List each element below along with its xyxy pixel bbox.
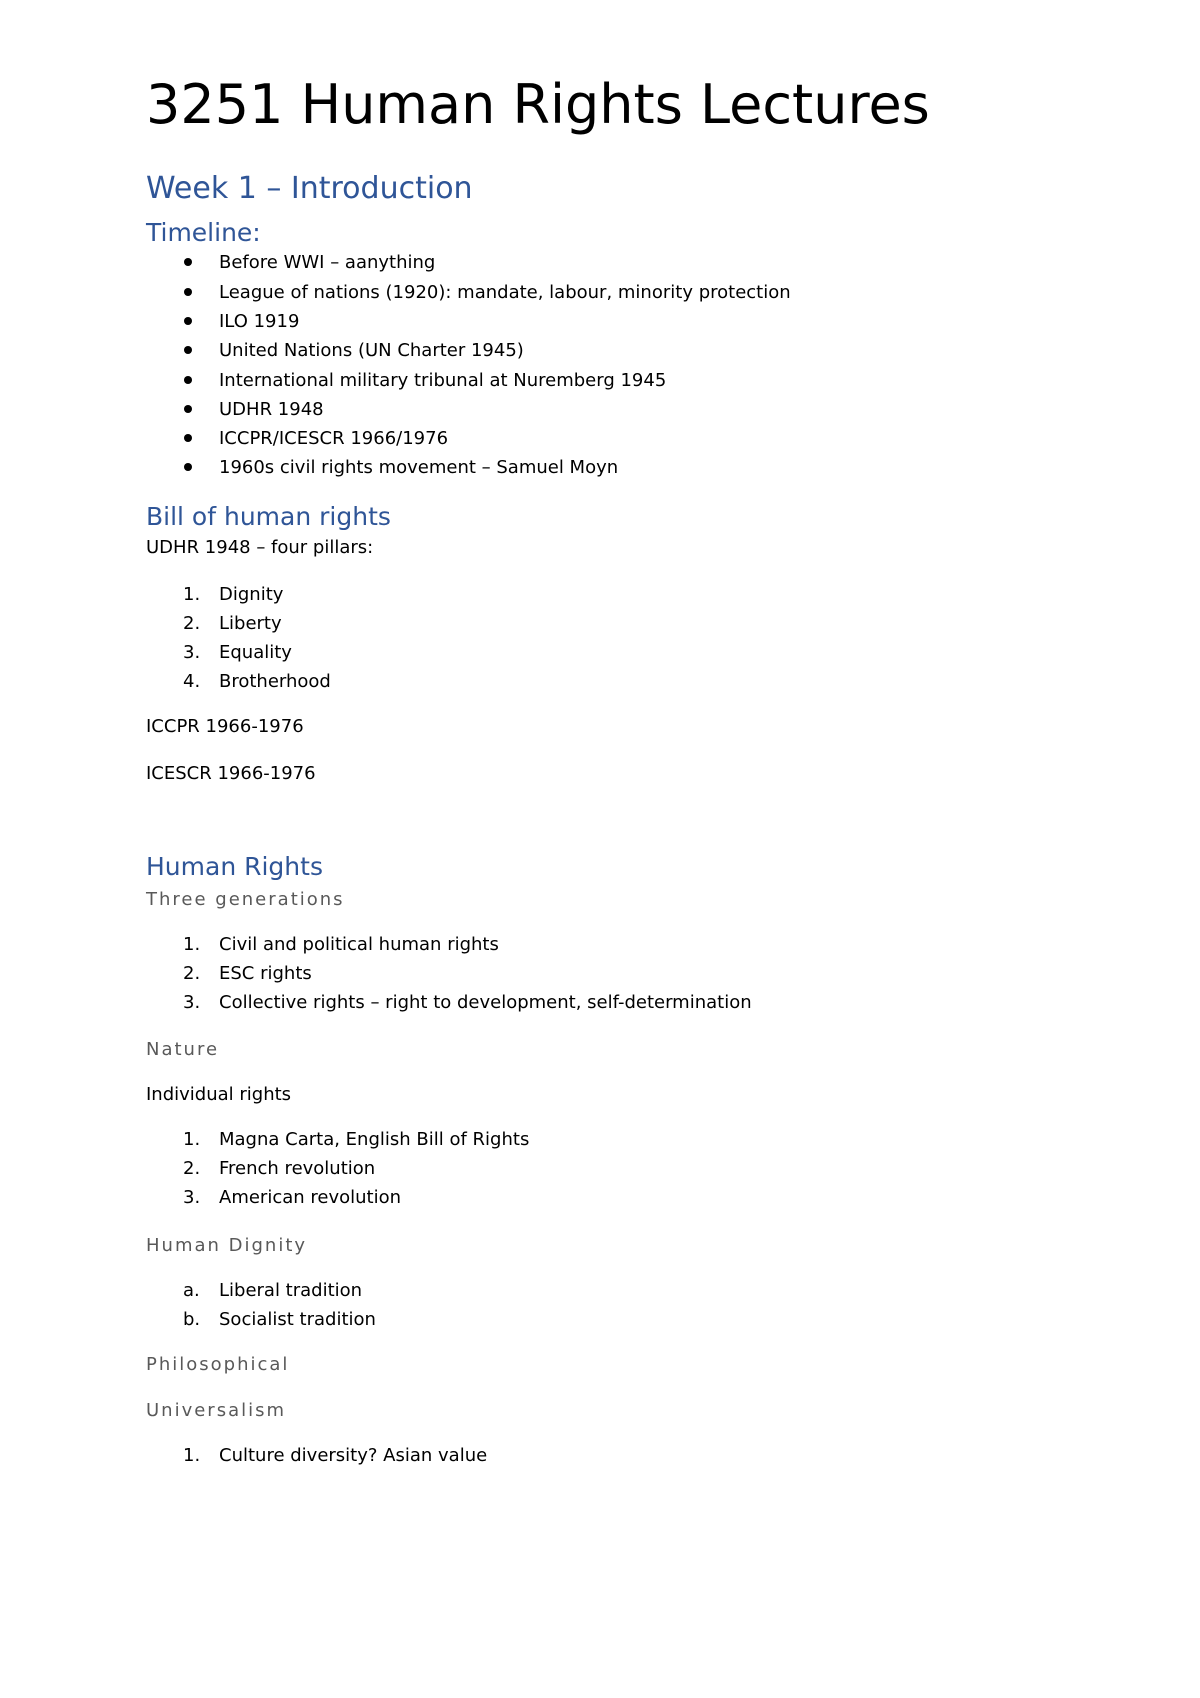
bullet-icon	[184, 346, 192, 354]
document-page: 3251 Human Rights Lectures Week 1 – Introduction Timeline: Before WWI – aanything League of nations (1920): mandate, labour, minority protection ILO 1919 United Nations (UN Charter 1945) International military tribunal at Nuremberg 1945 UDHR 1948 ICCPR/ICESCR 1966/1976 1960s civil rights movement – Samuel Moyn Bill of human rights UDHR 1948 – four pillars: 1. Dignity 2. Liberty 3. Equality 4. Brotherhood ICCPR 1966-1976 ICESCR 1966-1976 Human Rights Three generations 1. Civil and political human rights 2. ESC rights 3. Collective rights – right to development, self-determination Nature Individual rights 1. Magna Carta, English Bill of Rights 2. French revolution 3. American revolution Human Dignity a. Liberal tradition b. Socialist tradition Philosophical Universalism 1. Culture diversity? Asian value	[146, 73, 930, 1466]
bullet-icon	[184, 258, 192, 266]
dignity-subheading: Human Dignity	[146, 1235, 308, 1256]
bill-heading: Bill of human rights	[146, 502, 391, 531]
bullet-icon	[184, 376, 192, 384]
bullet-icon	[184, 405, 192, 413]
generations-subheading: Three generations	[146, 889, 345, 910]
week1-heading: Week 1 – Introduction	[146, 171, 473, 206]
bullet-icon	[184, 288, 192, 296]
bullet-icon	[184, 317, 192, 325]
universalism-subheading: Universalism	[146, 1400, 287, 1421]
bullet-icon	[184, 463, 192, 471]
philosophical-subheading: Philosophical	[146, 1354, 290, 1375]
iccpr-line: ICCPR 1966-1976	[146, 716, 304, 737]
human-rights-heading: Human Rights	[146, 852, 323, 881]
nature-intro: Individual rights	[146, 1084, 292, 1105]
nature-subheading: Nature	[146, 1039, 220, 1060]
document-title: 3251 Human Rights Lectures	[146, 73, 930, 136]
icescr-line: ICESCR 1966-1976	[146, 763, 316, 784]
bill-intro: UDHR 1948 – four pillars:	[146, 537, 374, 558]
timeline-heading: Timeline:	[146, 218, 261, 247]
bullet-icon	[184, 434, 192, 442]
